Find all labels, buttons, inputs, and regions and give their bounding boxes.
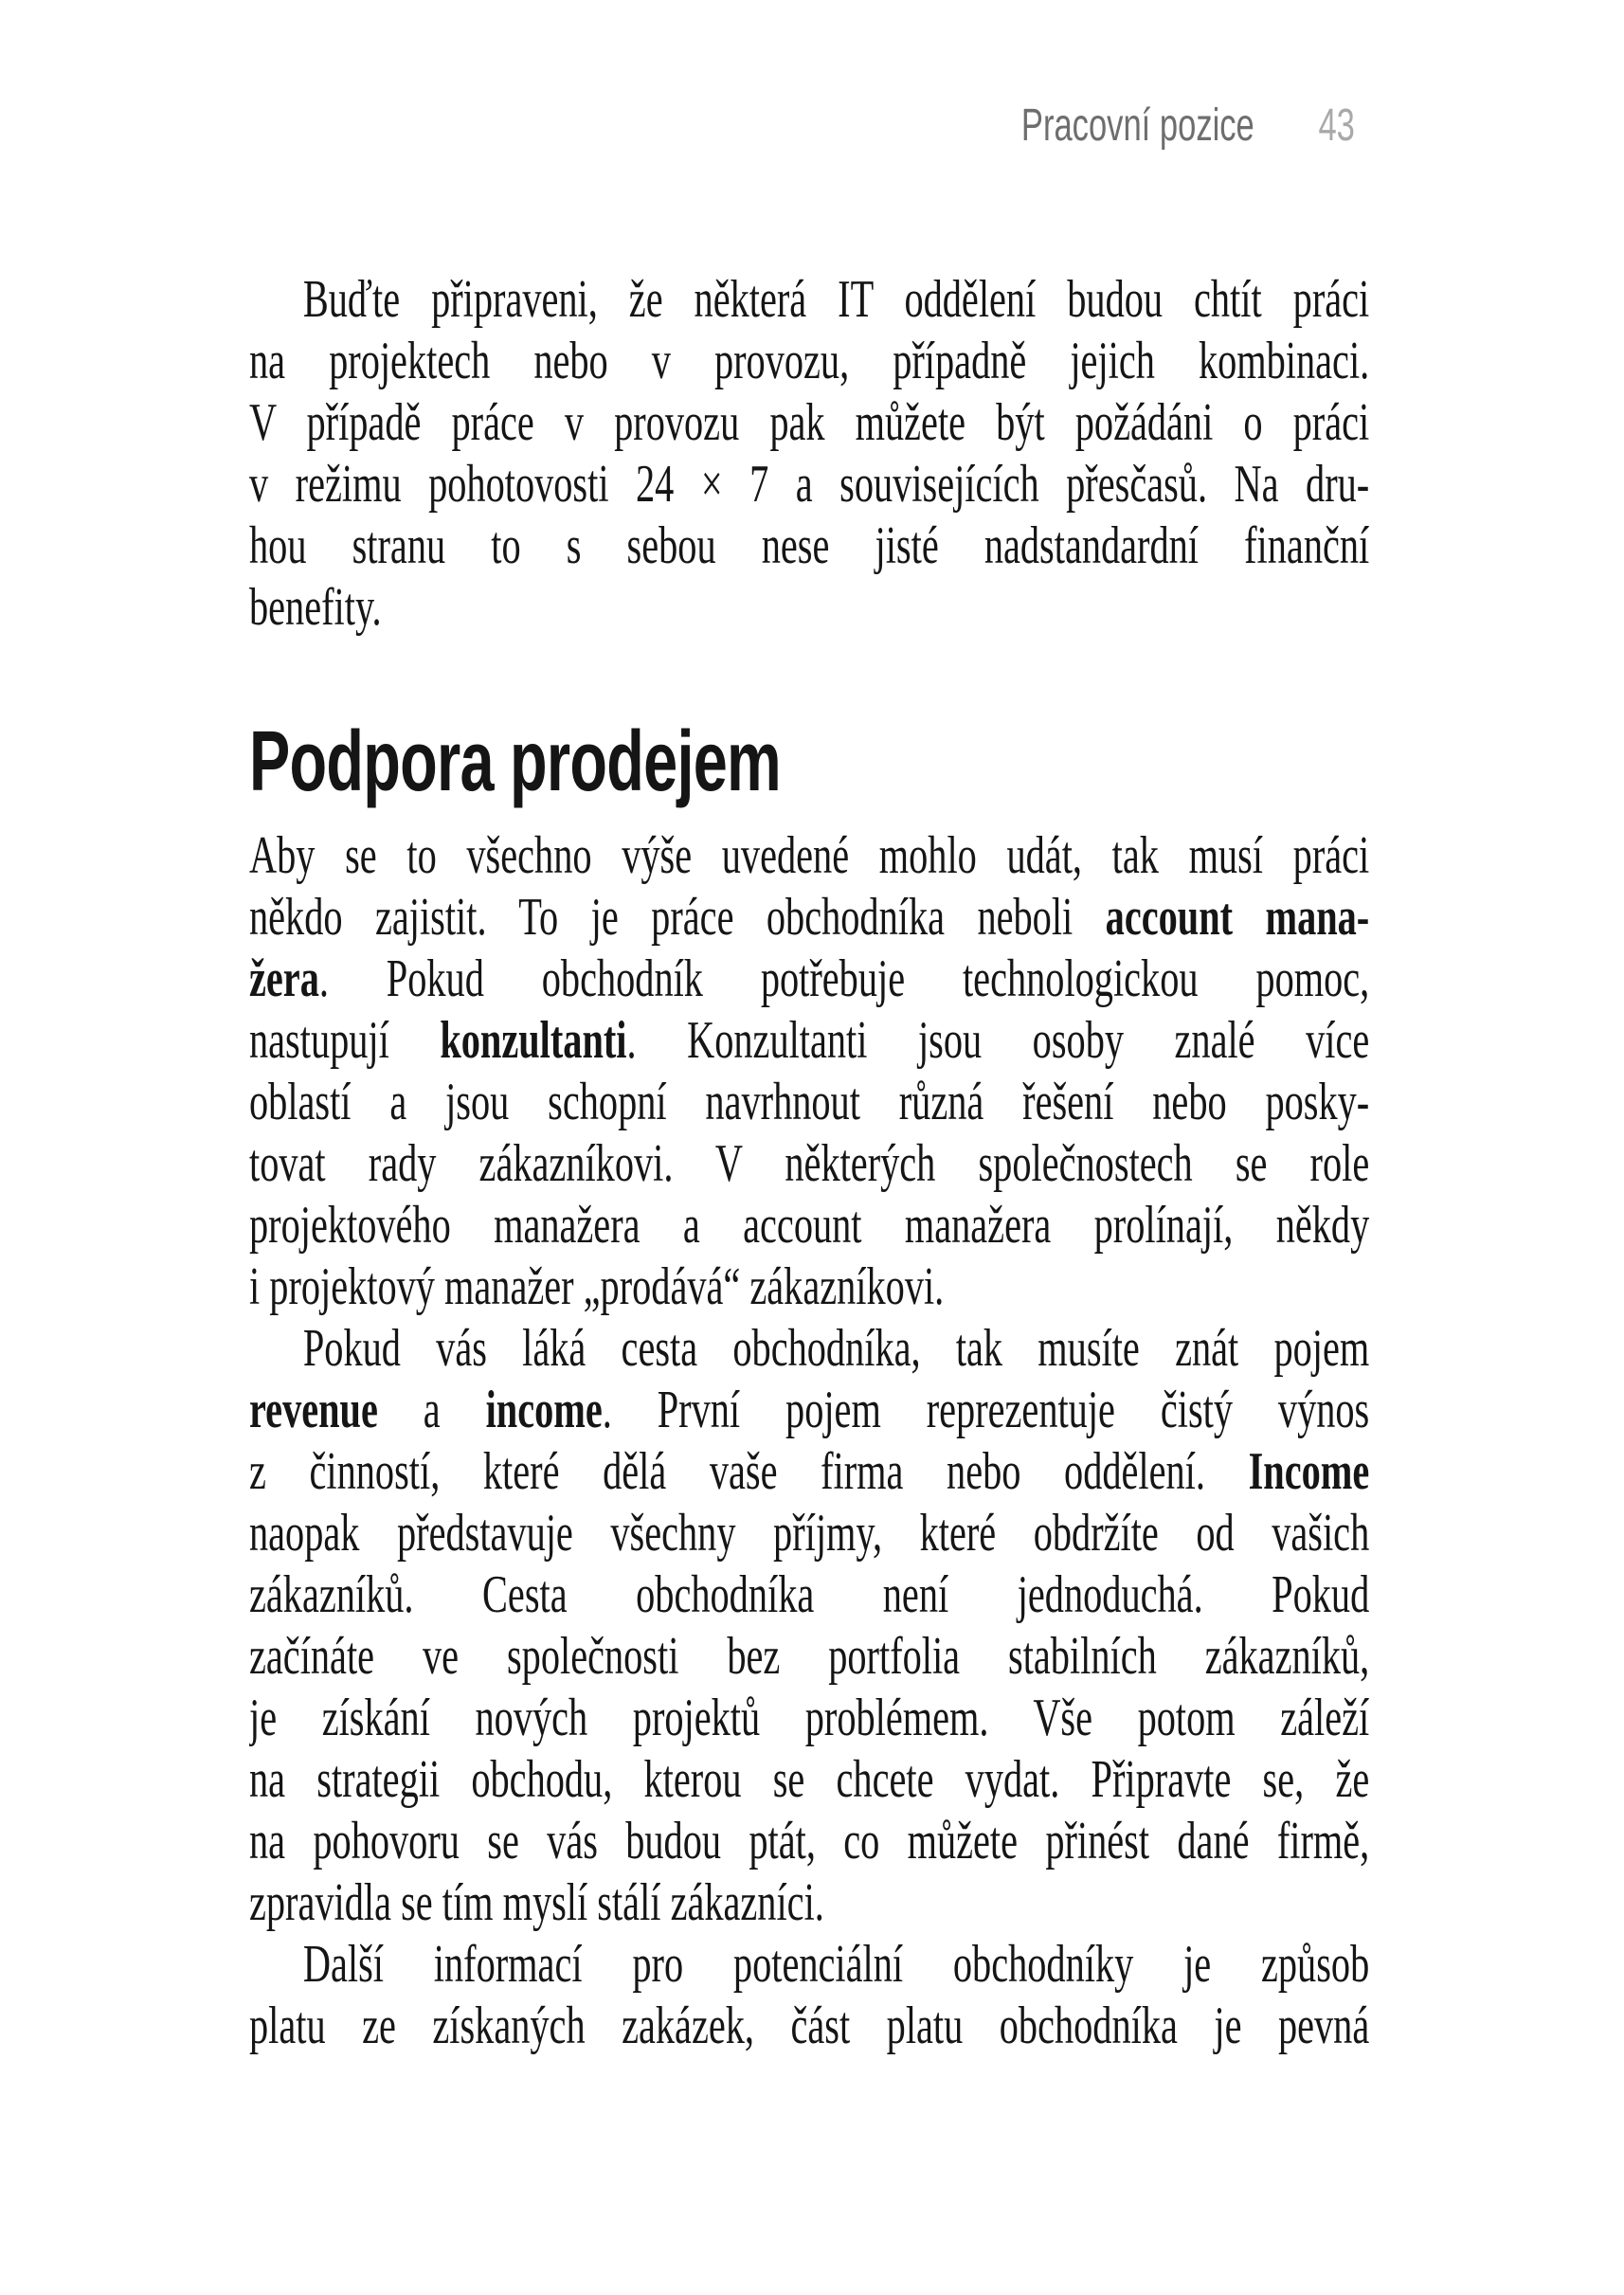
text-line: i projektový manažer „prodává“ zákazníkovi. [249,1257,945,1316]
text-line: V případě práce v provozu pak můžete být požádáni o práci [249,393,1370,452]
text-line: projektového manažera a account manažera prolínají, někdy [249,1196,1370,1255]
text-line: oblastí a jsou schopní navrhnout různá řešení nebo posky- [249,1073,1370,1131]
paragraph [249,825,1369,1318]
text-line: na strategii obchodu, kterou se chcete vydat. Připravte se, že [249,1750,1370,1809]
text-line: hou stranu to s sebou nese jisté nadstandardní finanční [249,516,1370,575]
text-line: Buďte připraveni, že některá IT oddělení budou chtít práci [302,270,1370,329]
text-line: naopak představuje všechny příjmy, které obdržíte od vašich [249,1504,1370,1563]
text-line: Pokud vás láká cesta obchodníka, tak musíte znát pojem [302,1319,1370,1378]
text-line: v režimu pohotovosti 24 × 7 a souvisejících přesčasů. Na dru- [249,455,1370,514]
paragraph [249,1934,1369,2057]
paragraph [249,269,1369,639]
text-line: platu ze získaných zakázek, část platu obchodníka je pevná [249,1997,1370,2055]
page-number: 43 [1318,100,1355,151]
text-line: zpravidla se tím myslí stálí zákazníci. [249,1873,824,1932]
text-line: z činností, které dělá vaše firma nebo oddělení. Income [249,1442,1370,1501]
text-line: Aby se to všechno výše uvedené mohlo udát, tak musí práci [249,826,1370,885]
text-line: nastupují konzultanti. Konzultanti jsou osoby znalé více [249,1011,1370,1070]
running-header-title: Pracovní pozice [1020,100,1254,151]
text-line: tovat rady zákazníkovi. V některých společnostech se role [249,1134,1370,1193]
text-line: začínáte ve společnosti bez portfolia stabilních zákazníků, [249,1627,1370,1686]
paragraph [249,1318,1369,1934]
text-line: je získání nových projektů problémem. Vše potom záleží [249,1689,1370,1747]
text-line: zákazníků. Cesta obchodníka není jednoduchá. Pokud [249,1565,1370,1624]
section-heading: Podpora prodejem [249,714,781,809]
text-line: Další informací pro potenciální obchodníky je způsob [302,1935,1370,1994]
text-line: revenue a income. První pojem reprezentuje čistý výnos [249,1381,1370,1439]
text-line: někdo zajistit. To je práce obchodníka neboli account mana- [249,888,1370,947]
text-line: žera. Pokud obchodník potřebuje technologickou pomoc, [249,949,1370,1008]
text-line: na pohovoru se vás budou ptát, co můžete přinést dané firmě, [249,1812,1370,1870]
text-line: na projektech nebo v provozu, případně jejich kombinaci. [249,332,1370,390]
text-line: benefity. [249,578,382,637]
content-column [249,0,1369,2057]
